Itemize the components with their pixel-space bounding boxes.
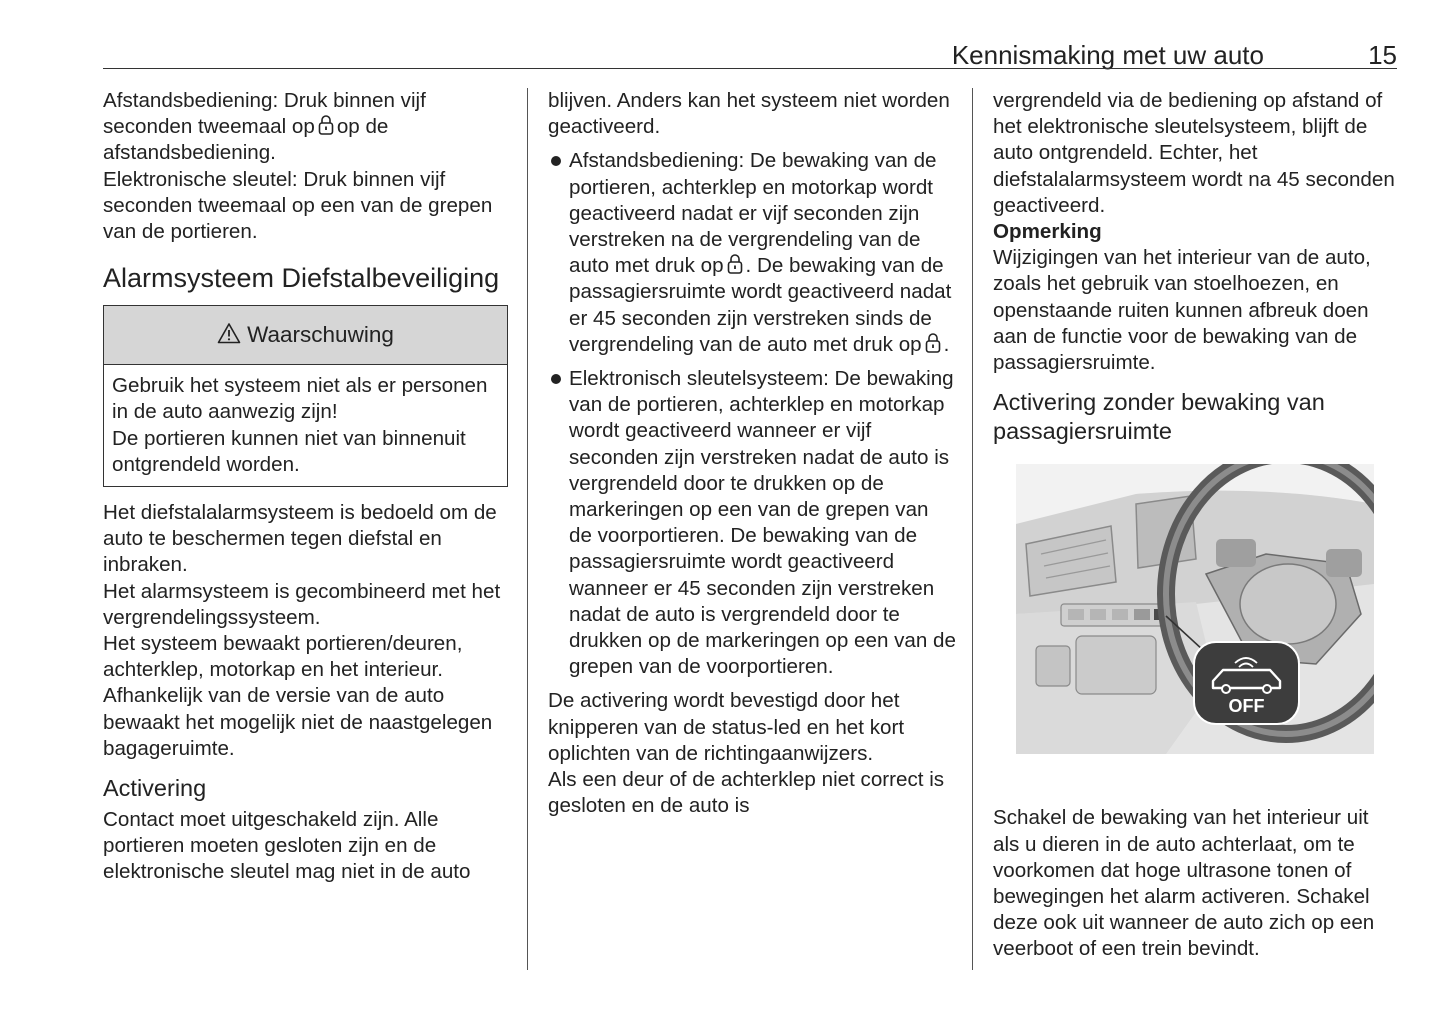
- note-text: Wijzigingen van het interieur van de auto, zoals het gebruik van stoelhoezen, en openstaande ruiten kunnen afbreuk doen aan de functie voor de bewaking van de passagiersruimte.: [993, 246, 1371, 375]
- warning-text-2: De portieren kunnen niet van binnenuit ontgrendeld worden.: [112, 426, 466, 476]
- confirmation-paragraph: De activering wordt bevestigd door het knipperen van de status-led en het kort oplichten van de richtingaanwijzers.: [548, 689, 905, 765]
- warning-body: [104, 365, 507, 486]
- activation-list: [548, 148, 956, 680]
- warning-box: [103, 305, 508, 487]
- column-1: [103, 88, 508, 886]
- column-3: [993, 88, 1397, 963]
- bullet1-text-b: . De bewaking van de passagiersruimte wordt geactiveerd nadat er 45 seconden zijn verstreken sinds de vergrendeling van de auto met druk op: [569, 254, 952, 356]
- list-item: Elektronisch sleutelsysteem: De bewaking van de portieren, achterklep en motorkap wordt geactiveerd wanneer er vijf seconden zijn verstreken nadat de auto is vergrendeld door te drukken op de markeringen op een van de grepen van de voorportieren. De bewaking van de passagiersruimte wordt geactiveerd wanneer er 45 seconden zijn verstreken nadat de auto is vergrendeld door te drukken op de markeringen op een van de grepen van de voorportieren.: [548, 366, 956, 680]
- subsection-title: Activering zonder bewaking van passagiersruimte: [993, 389, 1325, 445]
- lock-icon: [925, 332, 941, 354]
- final-paragraph: Schakel de bewaking van het interieur uit als u dieren in de auto achterlaat, om te voorkomen dat hoge ultrasone tonen of bewegingen het alarm activeren. Schakel deze ook uit wanneer de auto zich op een veerboot of een trein bevindt.: [993, 806, 1375, 961]
- body-paragraph-4: Afhankelijk van de versie van de auto bewaakt het mogelijk niet de naastgelegen bagageruimte.: [103, 684, 493, 760]
- column-divider-2: [972, 88, 973, 970]
- body-paragraph-2: Het alarmsysteem is gecombineerd met het vergrendelingssysteem.: [103, 579, 501, 629]
- intro-key-paragraph: Elektronische sleutel: Druk binnen vijf seconden tweemaal op een van de grepen van de portieren.: [103, 167, 493, 244]
- page-number: 15: [1368, 40, 1397, 70]
- intro-text-a: Afstandsbediening: Druk binnen vijf seconden tweemaal op: [103, 89, 426, 139]
- column-divider-1: [527, 88, 528, 970]
- off-button-label: OFF: [1228, 696, 1265, 717]
- bullet1-text-c: .: [943, 332, 950, 356]
- activering-title: Activering: [103, 775, 207, 802]
- header-title: Kennismaking met uw auto: [951, 40, 1264, 70]
- warning-title: Waarschuwing: [247, 322, 394, 348]
- intro-text-b: op de afstandsbediening.: [103, 115, 389, 165]
- column-2: [548, 88, 956, 819]
- lock-icon: [727, 253, 743, 275]
- continuation-paragraph: vergrendeld via de bediening op afstand of het elektronische sleutelsysteem, blijft de auto ontgrendeld. Echter, het diefstalalarmsysteem wordt na 45 seconden geactiveerd.: [993, 89, 1395, 217]
- warning-header: [104, 306, 507, 365]
- bullet1-text-a: Afstandsbediening: De bewaking van de portieren, achterklep en motorkap wordt geactiveerd nadat er vijf seconden zijn verstreken na de vergrendeling van de auto met druk op: [569, 149, 937, 278]
- door-paragraph: Als een deur of de achterklep niet correct is gesloten en de auto is: [548, 768, 945, 818]
- header-rule: [103, 68, 1397, 69]
- lock-icon: [318, 114, 334, 136]
- continuation-paragraph: blijven. Anders kan het systeem niet worden geactiveerd.: [548, 89, 950, 139]
- warning-text-1: Gebruik het systeem niet als er personen in de auto aanwezig zijn!: [112, 374, 488, 424]
- intro-paragraph: [103, 88, 508, 167]
- body-paragraph-1: Het diefstalalarmsysteem is bedoeld om de auto te beschermen tegen diefstal en inbraken.: [103, 501, 497, 577]
- activering-text: Contact moet uitgeschakeld zijn. Alle portieren moeten gesloten zijn en de elektronische sleutel mag niet in de auto: [103, 808, 471, 884]
- dashboard-illustration: [1016, 464, 1374, 754]
- list-item: [548, 148, 956, 358]
- note-title: Opmerking: [993, 220, 1102, 244]
- section-title: Alarmsysteem Diefstalbeveiliging: [103, 263, 500, 294]
- body-paragraph-3: Het systeem bewaakt portieren/deuren, achterklep, motorkap en het interieur.: [103, 632, 463, 682]
- warning-triangle-icon: [217, 322, 241, 344]
